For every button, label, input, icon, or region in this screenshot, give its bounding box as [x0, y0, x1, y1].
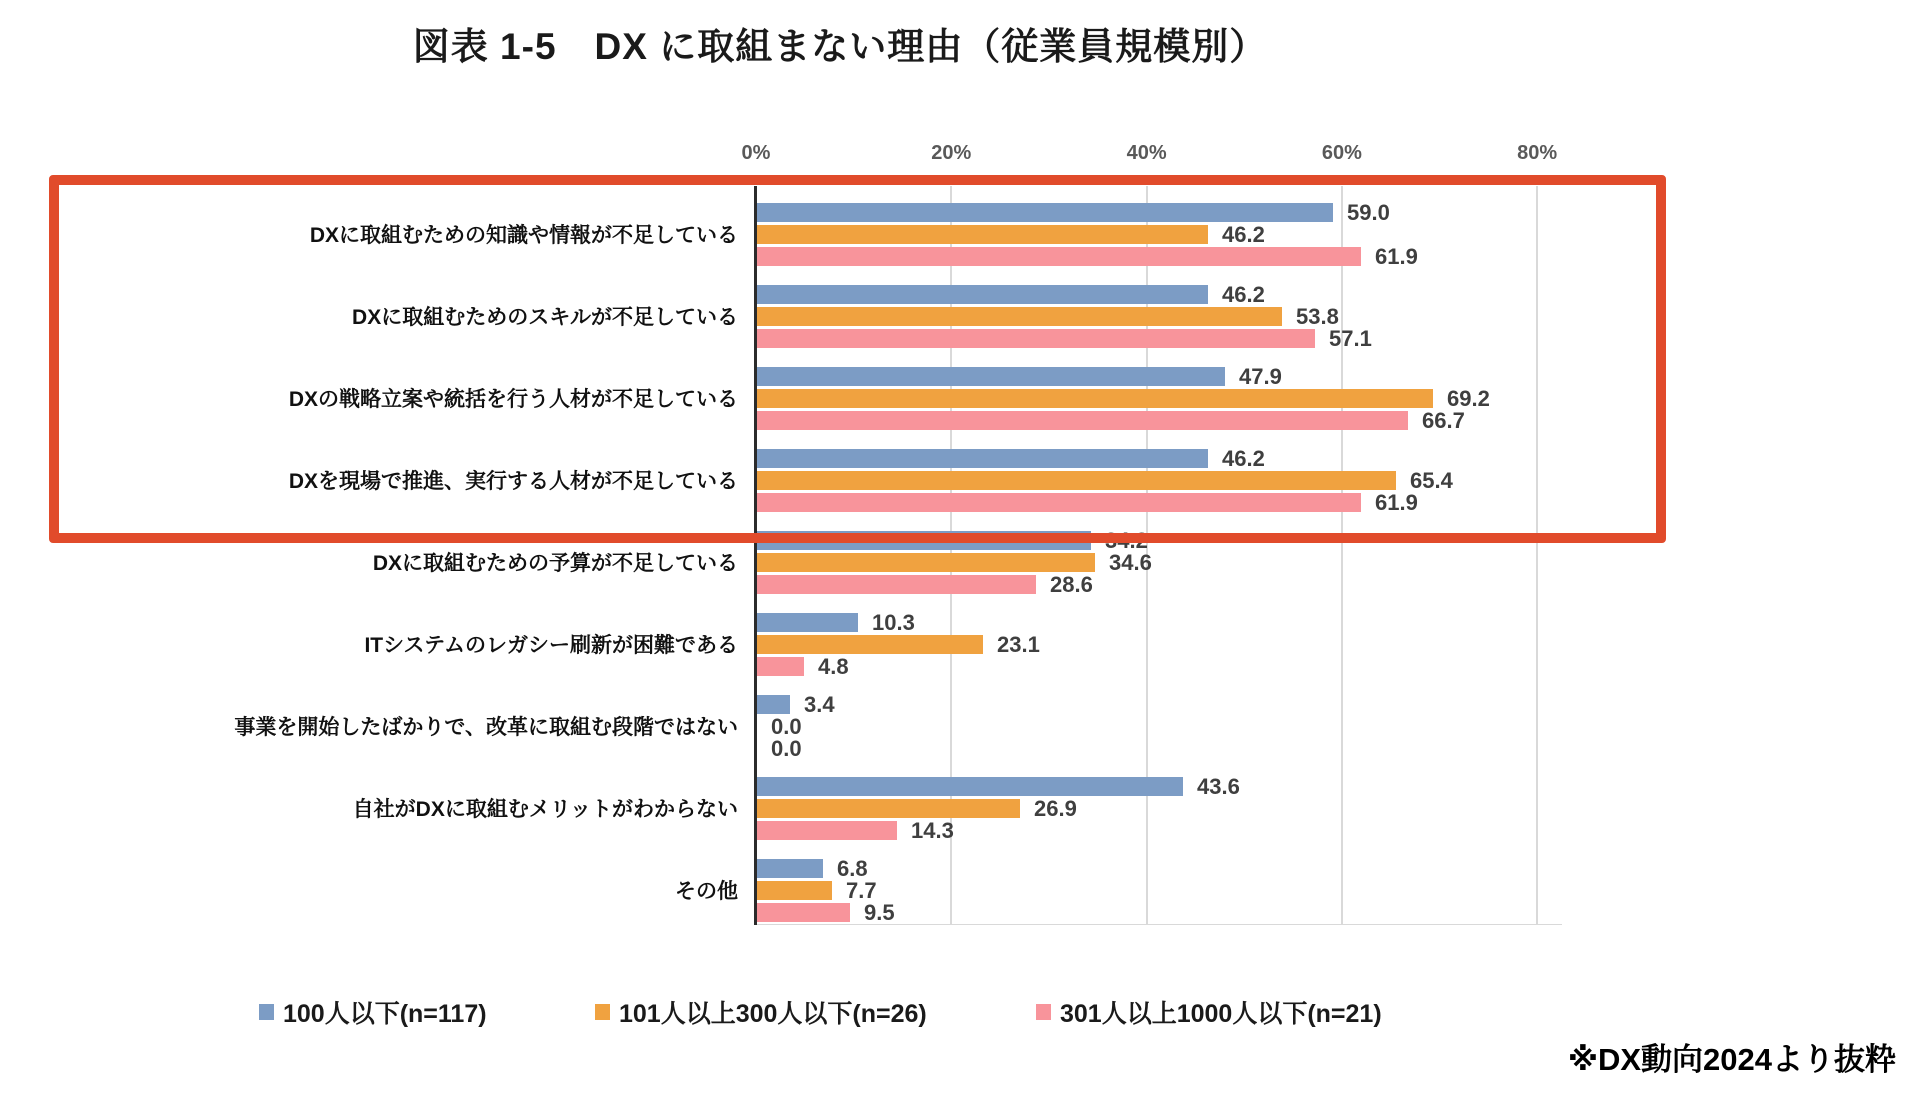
bar — [757, 695, 790, 714]
legend-label: 100人以下(n=117) — [283, 1000, 487, 1028]
bar — [757, 553, 1095, 572]
category-label: DXに取組むための予算が不足している — [372, 552, 738, 575]
bar — [757, 225, 1208, 244]
bar-value-label: 61.9 — [1375, 244, 1418, 269]
category-label: ITシステムのレガシー刷新が困難である — [364, 634, 738, 657]
legend-item — [259, 994, 487, 1030]
axis-tick-label: 20% — [931, 142, 972, 164]
bar — [757, 389, 1433, 408]
bar-value-label: 6.8 — [837, 856, 868, 881]
bar — [757, 613, 858, 632]
bar-value-label: 53.8 — [1296, 304, 1339, 329]
bar-value-label: 65.4 — [1410, 468, 1453, 493]
bar-value-label: 14.3 — [911, 818, 954, 843]
chart-title: 図表 1-5 DX に取組まない理由（従業員規模別） — [412, 26, 1268, 67]
bar-value-label: 9.5 — [864, 900, 895, 925]
bar-value-label: 3.4 — [804, 692, 835, 717]
axis-tick-label: 60% — [1321, 142, 1362, 164]
bar — [757, 657, 804, 676]
legend-swatch — [595, 1004, 610, 1020]
bar-value-label: 69.2 — [1447, 386, 1490, 411]
legend-label: 301人以上1000人以下(n=21) — [1060, 1000, 1382, 1028]
bar-value-label: 46.2 — [1222, 446, 1265, 471]
axis-tick-label: 80% — [1517, 142, 1558, 164]
bar — [757, 449, 1208, 468]
bar — [757, 247, 1361, 266]
axis-tick-label: 0% — [741, 142, 771, 164]
bar-value-label: 28.6 — [1050, 572, 1093, 597]
bar-value-label: 61.9 — [1375, 490, 1418, 515]
bar-value-label: 4.8 — [818, 654, 849, 679]
legend-item — [1036, 994, 1382, 1030]
bar — [757, 307, 1282, 326]
bar-value-label: 34.2 — [1105, 528, 1148, 553]
bar — [757, 859, 823, 878]
bar-value-label: 46.2 — [1222, 282, 1265, 307]
bar-value-label: 57.1 — [1329, 326, 1372, 351]
category-label: 事業を開始したばかりで、改革に取組む段階ではない — [234, 716, 738, 739]
bar-value-label: 26.9 — [1034, 796, 1077, 821]
bar-value-label: 46.2 — [1222, 222, 1265, 247]
gridline — [1536, 186, 1538, 925]
bar-value-label: 47.9 — [1239, 364, 1282, 389]
axis-tick-label: 40% — [1126, 142, 1167, 164]
bar — [757, 531, 1091, 550]
bar — [757, 777, 1183, 796]
category-label: DXの戦略立案や統括を行う人材が不足している — [288, 388, 738, 411]
category-label: その他 — [675, 880, 738, 903]
bar — [757, 285, 1208, 304]
bar-value-label: 0.0 — [771, 736, 802, 761]
bar-value-label: 10.3 — [872, 610, 915, 635]
legend-swatch — [259, 1004, 274, 1020]
bar-value-label: 7.7 — [846, 878, 877, 903]
gridline — [1341, 186, 1343, 925]
bar-value-label: 59.0 — [1347, 200, 1390, 225]
bar-value-label: 43.6 — [1197, 774, 1240, 799]
y-axis-line — [754, 186, 757, 925]
bar-value-label: 0.0 — [771, 714, 802, 739]
bar — [757, 635, 983, 654]
bar — [757, 493, 1361, 512]
bar — [757, 821, 897, 840]
category-label: DXに取組むためのスキルが不足している — [352, 306, 738, 329]
bar — [757, 471, 1396, 490]
legend-item — [595, 994, 927, 1030]
category-label: 自社がDXに取組むメリットがわからない — [352, 798, 738, 821]
source-note: ※DX動向2024より抜粋 — [1567, 1042, 1896, 1077]
bar — [757, 367, 1225, 386]
bar — [757, 799, 1020, 818]
bar — [757, 575, 1036, 594]
legend-label: 101人以上300人以下(n=26) — [619, 1000, 927, 1028]
category-label: DXを現場で推進、実行する人材が不足している — [288, 470, 738, 493]
bar — [757, 411, 1408, 430]
bar — [757, 203, 1333, 222]
bar — [757, 881, 832, 900]
bar — [757, 903, 850, 922]
bar-value-label: 34.6 — [1109, 550, 1152, 575]
category-label: DXに取組むための知識や情報が不足している — [309, 224, 738, 247]
bar — [757, 329, 1315, 348]
bar-value-label: 23.1 — [997, 632, 1040, 657]
bar-value-label: 66.7 — [1422, 408, 1465, 433]
legend-swatch — [1036, 1004, 1051, 1020]
